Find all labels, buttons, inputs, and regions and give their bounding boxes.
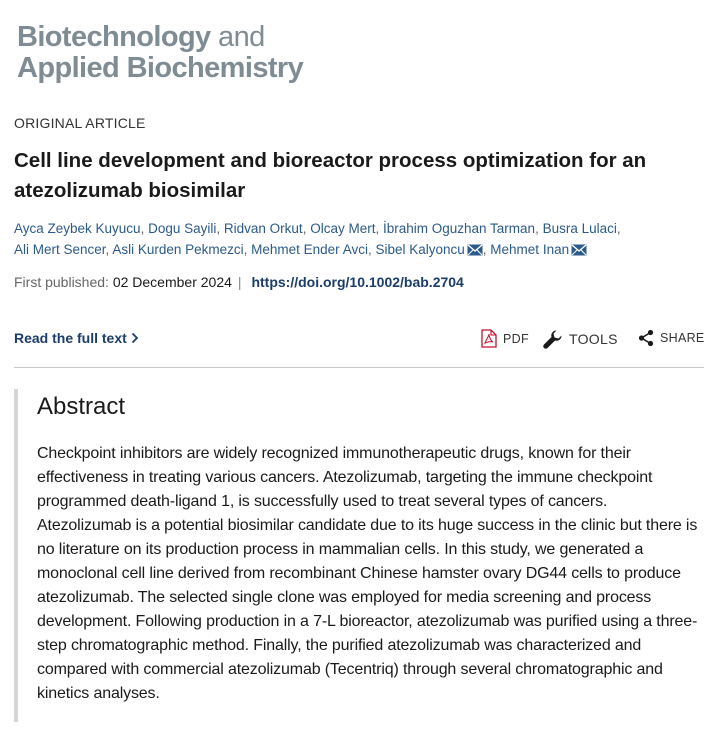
journal-logo[interactable] [17,22,303,84]
first-published-label: First published: [14,274,109,290]
read-full-text-link[interactable] [14,330,139,346]
author-link[interactable] [375,242,482,257]
journal-name-part-1: Biotechnology [17,21,211,53]
author-link[interactable]: Ali Mert Sencer [14,242,106,257]
abstract-text: Checkpoint inhibitors are widely recognized immunotherapeutic drugs, known for their effectiveness in treating various cancers. Atezolizumab, targeting the immune checkpoint programmed death-ligand 1, is successfully used to treat several types of cancers. Atezolizumab is a potential biosimilar candidate due to its huge success in the clinic but there is no literature on its production process in mammalian cells. In this study, we generated a monoclonal cell line derived from recombinant Chinese hamster ovary DG44 cells to produce atezolizumab. The selected single clone was employed for media screening and process development. Following production in a 7-L bioreactor, atezolizumab was purified using a three-step chromatographic method. Finally, the purified atezolizumab was characterized and compared with commercial atezolizumab (Tecentriq) through several chromatographic and kinetics analyses. [37,445,698,702]
share-label: SHARE [660,331,705,345]
author-list [14,218,694,260]
author-name: Mehmet Inan [490,242,570,257]
author-link[interactable]: Busra Lulaci [542,221,617,236]
author-separator: , [535,221,543,236]
author-name: Sibel Kalyoncu [375,242,465,257]
author-separator: , [243,242,252,257]
pub-separator: | [237,274,242,290]
publication-info [14,274,464,290]
mail-icon[interactable] [571,244,587,256]
tools-label: TOOLS [569,331,618,347]
read-full-text-label: Read the full text [14,330,127,346]
chevron-right-icon [131,332,139,344]
author-link[interactable]: Mehmet Ender Avci [251,242,368,257]
pdf-button[interactable] [481,329,529,348]
share-icon [638,329,654,347]
author-link[interactable]: Olcay Mert [310,221,376,236]
journal-name-conjunction: and [210,21,265,53]
first-published-date: 02 December 2024 [112,274,232,290]
doi-link[interactable]: https://doi.org/10.1002/bab.2704 [251,274,464,290]
article-type-label: ORIGINAL ARTICLE [14,115,146,131]
abstract-section [14,389,704,722]
author-link[interactable]: Dogu Sayili [148,221,217,236]
tools-button[interactable] [543,329,618,349]
article-title: Cell line development and bioreactor process optimization for an atezolizumab biosimilar [14,149,647,202]
author-link[interactable]: Ayca Zeybek Kuyucu [14,221,141,236]
author-separator: , [375,221,383,236]
mail-icon[interactable] [467,244,483,256]
author-link[interactable]: Asli Kurden Pekmezci [112,242,244,257]
author-separator: , [367,242,376,257]
journal-name-part-2: Applied Biochemistry [17,52,304,84]
author-separator: , [616,221,621,236]
pdf-label: PDF [503,331,529,346]
author-separator: , [105,242,113,257]
author-link[interactable] [490,242,587,257]
share-button[interactable] [638,329,705,347]
pdf-icon [481,329,497,348]
abstract-heading: Abstract [37,393,126,420]
author-separator: , [140,221,149,236]
author-separator: , [482,242,491,257]
wrench-icon [543,329,563,349]
author-link[interactable]: Ridvan Orkut [223,221,303,236]
author-separator: , [302,221,311,236]
author-separator: , [216,221,224,236]
author-link[interactable]: İbrahim Oguzhan Tarman [382,221,536,236]
section-divider [14,367,704,368]
